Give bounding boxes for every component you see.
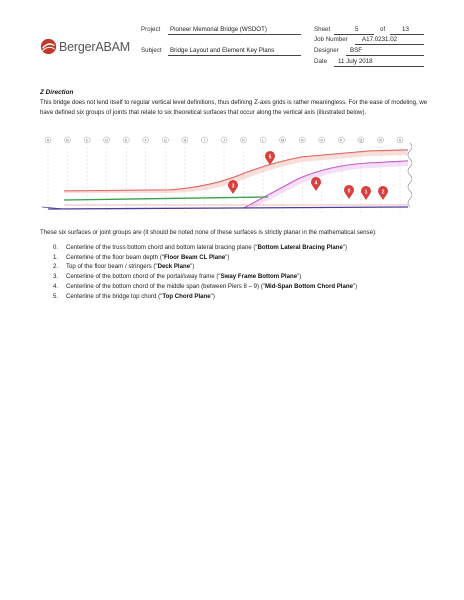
- grid-label: B: [66, 138, 69, 143]
- grid-label: F: [144, 138, 147, 143]
- date-value: 11 July 2018: [338, 58, 373, 65]
- plane-item-2: 2. Top of the floor beam / stringers ("Deck Plane"): [53, 263, 195, 271]
- job-number-underline: [355, 44, 424, 45]
- designer-underline: [346, 55, 424, 56]
- bergerabam-logo-icon: [40, 38, 57, 55]
- marker-label: 5: [268, 154, 272, 161]
- grid-label: Q: [359, 138, 363, 143]
- grid-label: O: [320, 138, 324, 143]
- grid-label: N: [300, 138, 304, 143]
- z-direction-diagram: [40, 135, 412, 221]
- grid-label: C: [85, 138, 89, 143]
- grid-label: A: [46, 138, 50, 143]
- marker-label: 3: [231, 183, 235, 190]
- grid-label: K: [242, 138, 245, 143]
- project-label: Project: [141, 26, 161, 33]
- list-lead-paragraph: These six surfaces or joint groups are (it should be noted none of these surfaces is strictly planar in the mathematical sense):: [40, 229, 377, 236]
- grid-label: E: [125, 138, 128, 143]
- marker-label: 4: [314, 180, 318, 187]
- date-underline: [334, 66, 424, 67]
- grid-label: I: [203, 138, 205, 143]
- subject-value: Bridge Layout and Element Key Plans: [170, 47, 275, 54]
- plane-item-4: 4. Centerline of the bottom chord of the middle span (between Piers 8 – 9) ("Mid-Span Bottom Chord Plane"): [53, 282, 358, 290]
- grid-label: G: [163, 138, 167, 143]
- subject-label: Subject: [141, 47, 162, 54]
- project-value: Pioneer Memorial Bridge (WSDOT): [170, 26, 267, 33]
- intro-paragraph: This bridge does not lend itself to regular vertical level definitions, thus defining Z-axis grids is rather meaningless. For the ease of modeling, we have defined six groups of joints that relate to six theoretical surfaces that occur along the vertical axis (illustrated below).: [40, 99, 428, 116]
- designer-value: BSF: [350, 47, 363, 54]
- grid-label: J: [223, 138, 225, 143]
- grid-label: S: [398, 138, 402, 143]
- marker-label: 1: [364, 189, 368, 196]
- grid-label: M: [281, 138, 285, 143]
- plane-item-0: 0. Centerline of the truss bottom chord and bottom lateral bracing plane ("Bottom Lateral Bracing Plane"): [53, 244, 348, 251]
- grid-label: L: [262, 138, 265, 143]
- job-number-value: A17.0231.02: [362, 36, 398, 43]
- of-label: of: [380, 26, 386, 33]
- job-number-label: Job Number: [314, 36, 348, 43]
- grid-label: R: [379, 138, 382, 143]
- of-underline: [390, 34, 424, 35]
- project-underline: [168, 34, 301, 35]
- planes-list: [53, 243, 426, 301]
- subject-underline: [168, 55, 301, 56]
- company-logo: [40, 38, 152, 58]
- grid-label: H: [183, 138, 187, 143]
- company-name: BergerABAM: [59, 40, 130, 54]
- plane-item-3: 3. Centerline of the bottom chord of the portal/sway frame ("Sway Frame Bottom Plane"): [53, 273, 302, 281]
- sheet-underline: [334, 34, 374, 35]
- marker-label: 0: [347, 188, 351, 195]
- marker-label: 2: [381, 189, 385, 196]
- sheet-label: Sheet: [314, 26, 331, 33]
- plane-item-1: 1. Centerline of the floor beam depth ("Floor Beam CL Plane"): [53, 253, 230, 261]
- sheet-value: 5: [355, 26, 359, 33]
- section-title: Z Direction: [40, 89, 74, 96]
- date-label: Date: [314, 58, 328, 65]
- grid-label: D: [105, 138, 108, 143]
- grid-label: P: [340, 138, 343, 143]
- of-value: 13: [402, 26, 409, 33]
- plane-item-5: 5. Centerline of the bridge top chord ("Top Chord Plane"): [53, 292, 215, 300]
- designer-label: Designer: [314, 47, 339, 54]
